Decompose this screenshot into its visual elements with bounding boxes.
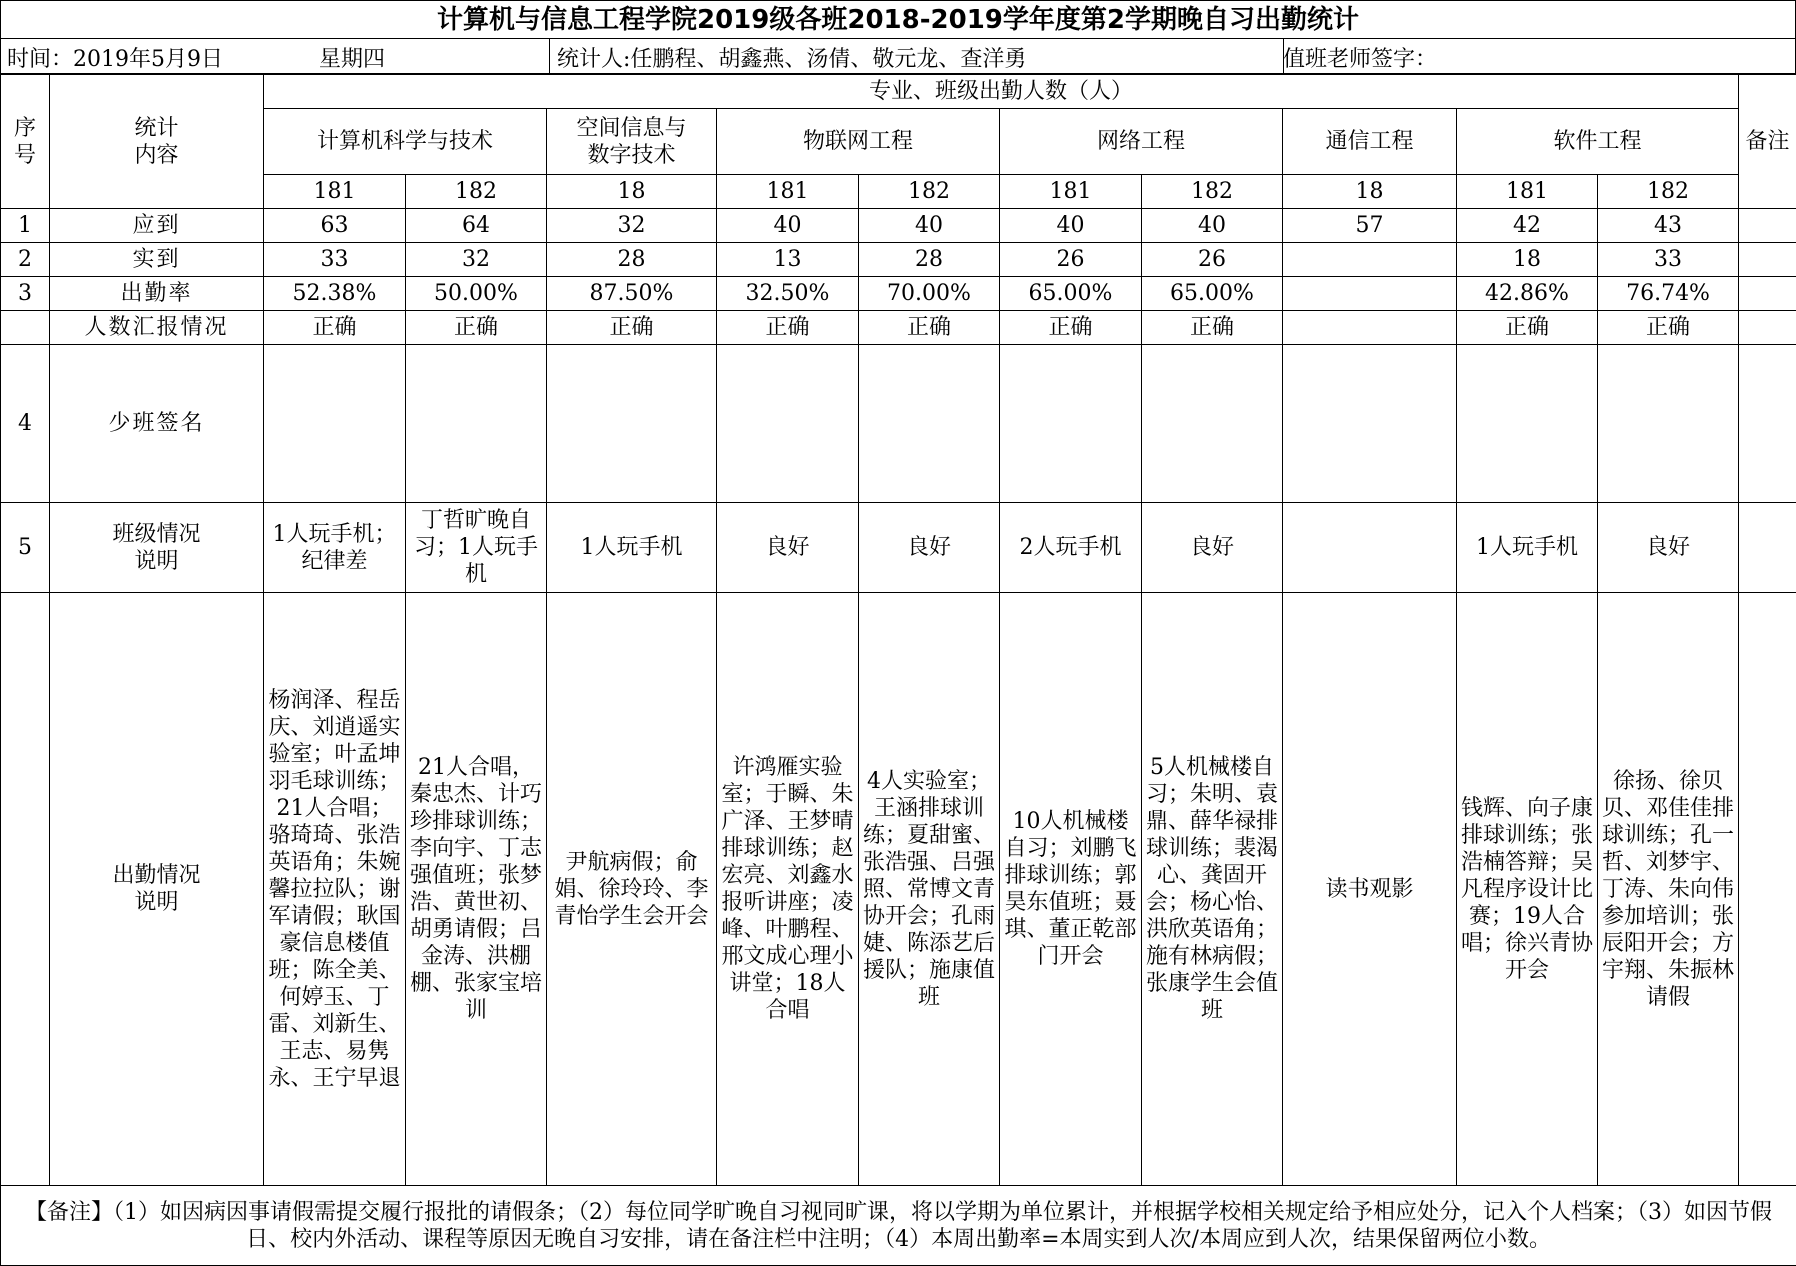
remark-cell <box>1739 593 1796 1186</box>
class-note-cell: 丁哲旷晚自习；1人玩手机 <box>406 503 547 593</box>
seq-cell: 3 <box>1 277 50 311</box>
attendance-table <box>0 74 1796 1266</box>
value-cell: 70.00% <box>859 277 1000 311</box>
teacher-sign-label: 值班老师签字： <box>1283 42 1437 73</box>
class-note-row <box>1 503 1796 593</box>
signature-cell <box>1457 345 1598 503</box>
class-note-cell: 良好 <box>1142 503 1283 593</box>
major-header: 空间信息与 数字技术 <box>547 109 717 175</box>
row-label: 出勤情况 说明 <box>50 593 264 1186</box>
attendance-note-cell: 徐扬、徐贝贝、邓佳佳排球训练；孔一哲、刘梦宇、丁涛、朱向伟参加培训；张辰阳开会；方宇翔、朱振林请假 <box>1598 593 1739 1186</box>
value-cell: 正确 <box>1000 311 1142 345</box>
class-header: 182 <box>1598 175 1739 209</box>
seq-header: 序号 <box>1 75 50 209</box>
value-cell: 52.38% <box>264 277 406 311</box>
class-header: 181 <box>1457 175 1598 209</box>
row-label: 少班签名 <box>50 345 264 503</box>
value-cell: 32 <box>406 243 547 277</box>
value-cell: 正确 <box>547 311 717 345</box>
value-cell: 正确 <box>1142 311 1283 345</box>
value-cell: 28 <box>547 243 717 277</box>
signature-cell <box>859 345 1000 503</box>
signature-cell <box>1000 345 1142 503</box>
attendance-note-cell: 许鸿雁实验室；于瞬、朱广泽、王梦晴排球训练；赵宏亮、刘鑫水报听讲座；凌峰、叶鹏程、邢文成心理小讲堂；18人合唱 <box>717 593 859 1186</box>
value-cell: 40 <box>1142 209 1283 243</box>
remark-cell <box>1739 209 1796 243</box>
remark-cell <box>1739 243 1796 277</box>
value-cell: 76.74% <box>1598 277 1739 311</box>
major-header: 计算机科学与技术 <box>264 109 547 175</box>
value-cell: 33 <box>1598 243 1739 277</box>
value-cell: 正确 <box>859 311 1000 345</box>
major-header: 软件工程 <box>1457 109 1739 175</box>
rate-row <box>1 277 1796 311</box>
signature-cell <box>717 345 859 503</box>
remark-cell <box>1739 311 1796 345</box>
class-header: 18 <box>1283 175 1457 209</box>
value-cell: 26 <box>1142 243 1283 277</box>
major-header: 网络工程 <box>1000 109 1283 175</box>
value-cell: 28 <box>859 243 1000 277</box>
attendance-note-cell: 4人实验室；王涵排球训练；夏甜蜜、张浩强、吕强照、常博文青协开会；孔雨婕、陈添艺后援队；施康值班 <box>859 593 1000 1186</box>
value-cell: 65.00% <box>1000 277 1142 311</box>
class-note-cell <box>1283 503 1457 593</box>
remark-header: 备注 <box>1739 75 1796 209</box>
value-cell: 13 <box>717 243 859 277</box>
class-note-cell: 1人玩手机； 纪律差 <box>264 503 406 593</box>
class-note-cell: 良好 <box>1598 503 1739 593</box>
info-divider <box>549 39 550 73</box>
expected-row <box>1 209 1796 243</box>
class-header: 18 <box>547 175 717 209</box>
row-label: 班级情况 说明 <box>50 503 264 593</box>
value-cell: 正确 <box>717 311 859 345</box>
value-cell: 26 <box>1000 243 1142 277</box>
seq-cell: 5 <box>1 503 50 593</box>
attendance-note-cell: 5人机械楼自习；朱明、袁鼎、薛华禄排球训练；裴渴心、龚固开会；杨心怡、洪欣英语角；施有林病假；张康学生会值班 <box>1142 593 1283 1186</box>
value-cell: 正确 <box>1598 311 1739 345</box>
signature-cell <box>1142 345 1283 503</box>
class-header: 181 <box>1000 175 1142 209</box>
value-cell: 32 <box>547 209 717 243</box>
row-label: 实到 <box>50 243 264 277</box>
signature-cell <box>1283 345 1457 503</box>
value-cell: 正确 <box>264 311 406 345</box>
class-header: 181 <box>264 175 406 209</box>
seq-cell: 2 <box>1 243 50 277</box>
class-header: 181 <box>717 175 859 209</box>
row-label: 出勤率 <box>50 277 264 311</box>
sign-row <box>1 345 1796 503</box>
seq-cell: 1 <box>1 209 50 243</box>
signature-cell <box>547 345 717 503</box>
seq-cell: 4 <box>1 345 50 503</box>
class-note-cell: 1人玩手机 <box>547 503 717 593</box>
attendance-note-cell: 杨润泽、程岳庆、刘逍遥实验室；叶孟坤羽毛球训练；21人合唱；骆琦琦、张浩英语角；朱婉馨拉拉队；谢军请假；耿国豪信息楼值班；陈全美、何婷玉、丁雷、刘新生、王志、易隽永、王宁早退 <box>264 593 406 1186</box>
value-cell: 18 <box>1457 243 1598 277</box>
weekday-label: 星期四 <box>319 42 385 73</box>
attendance-note-cell: 钱辉、向子康排球训练；张浩楠答辩；吴凡程序设计比赛；19人合唱；徐兴青协开会 <box>1457 593 1598 1186</box>
attendance-note-row <box>1 593 1796 1186</box>
class-header: 182 <box>1142 175 1283 209</box>
stat-people-label: 统计人:任鹏程、胡鑫燕、汤倩、敬元龙、查洋勇 <box>557 42 1026 73</box>
value-cell: 63 <box>264 209 406 243</box>
value-cell: 64 <box>406 209 547 243</box>
remark-cell <box>1739 277 1796 311</box>
footer-remark: 【备注】（1）如因病因事请假需提交履行报批的请假条；（2）每位同学旷晚自习视同旷课，将以学期为单位累计，并根据学校相关规定给予相应处分，记入个人档案；（3）如因节假日、校内外活动、课程等原因无晚自习安排，请在备注栏中注明；（4）本周出勤率=本周实到人次/本周应到人次，结果保留两位小数。 <box>1 1186 1796 1266</box>
class-note-cell: 良好 <box>859 503 1000 593</box>
info-bar <box>0 38 1796 74</box>
signature-cell <box>264 345 406 503</box>
class-header: 182 <box>859 175 1000 209</box>
actual-row <box>1 243 1796 277</box>
value-cell: 33 <box>264 243 406 277</box>
row-label: 应到 <box>50 209 264 243</box>
class-note-cell: 良好 <box>717 503 859 593</box>
sheet-title: 计算机与信息工程学院2019级各班2018-2019学年度第2学期晚自习出勤统计 <box>0 0 1796 38</box>
value-cell: 40 <box>717 209 859 243</box>
major-header: 物联网工程 <box>717 109 1000 175</box>
report-row <box>1 311 1796 345</box>
value-cell: 65.00% <box>1142 277 1283 311</box>
value-cell <box>1283 277 1457 311</box>
row-label: 人数汇报情况 <box>50 311 264 345</box>
value-cell: 43 <box>1598 209 1739 243</box>
value-cell: 正确 <box>406 311 547 345</box>
signature-cell <box>1598 345 1739 503</box>
value-cell: 87.50% <box>547 277 717 311</box>
remark-cell <box>1739 503 1796 593</box>
value-cell <box>1283 243 1457 277</box>
attendance-note-cell: 21人合唱，秦忠杰、计巧珍排球训练；李向宇、丁志强值班；张梦浩、黄世初、胡勇请假；吕金涛、洪棚棚、张家宝培训 <box>406 593 547 1186</box>
group-header: 专业、班级出勤人数（人） <box>264 75 1739 109</box>
remark-cell <box>1739 345 1796 503</box>
value-cell: 57 <box>1283 209 1457 243</box>
value-cell <box>1283 311 1457 345</box>
value-cell: 42.86% <box>1457 277 1598 311</box>
value-cell: 正确 <box>1457 311 1598 345</box>
attendance-note-cell: 读书观影 <box>1283 593 1457 1186</box>
value-cell: 42 <box>1457 209 1598 243</box>
class-note-cell: 1人玩手机 <box>1457 503 1598 593</box>
attendance-note-cell: 10人机械楼自习；刘鹏飞排球训练；郭昊东值班；聂琪、董正乾部门开会 <box>1000 593 1142 1186</box>
class-header: 182 <box>406 175 547 209</box>
value-cell: 40 <box>1000 209 1142 243</box>
seq-cell <box>1 311 50 345</box>
content-header: 统计 内容 <box>50 75 264 209</box>
date-label: 时间：2019年5月9日 <box>7 42 223 73</box>
class-note-cell: 2人玩手机 <box>1000 503 1142 593</box>
signature-cell <box>406 345 547 503</box>
value-cell: 32.50% <box>717 277 859 311</box>
major-header: 通信工程 <box>1283 109 1457 175</box>
value-cell: 50.00% <box>406 277 547 311</box>
seq-cell <box>1 593 50 1186</box>
value-cell: 40 <box>859 209 1000 243</box>
attendance-note-cell: 尹航病假；俞娟、徐玲玲、李青怡学生会开会 <box>547 593 717 1186</box>
